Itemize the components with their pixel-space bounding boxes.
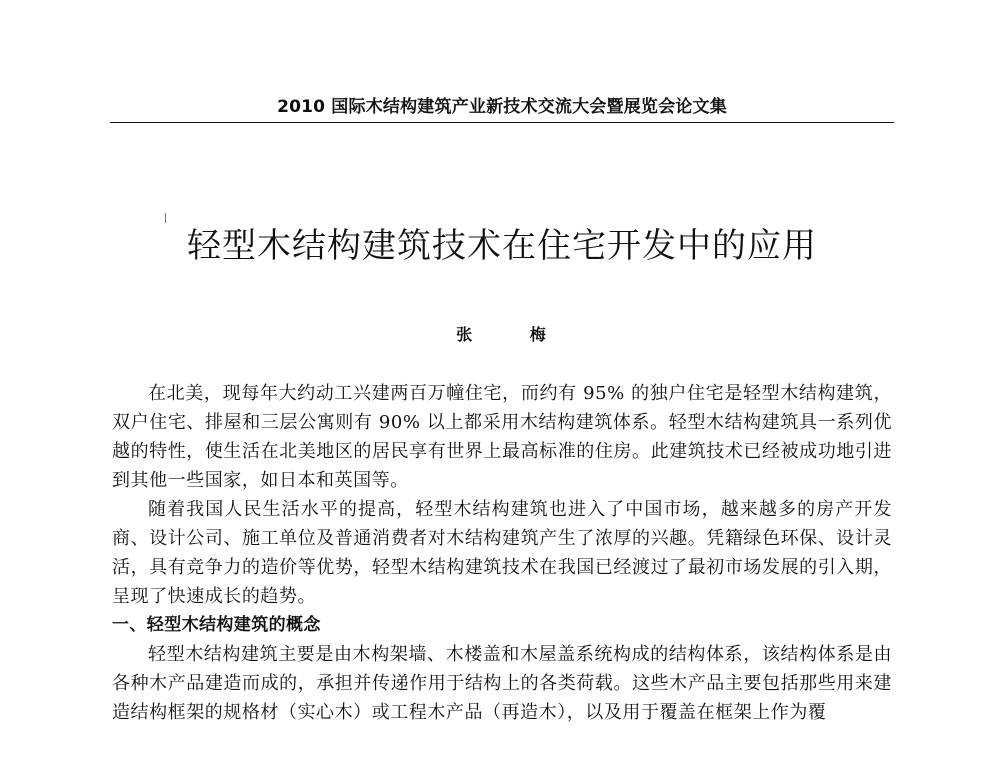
paper-title: 轻型木结构建筑技术在住宅开发中的应用: [187, 225, 817, 266]
section-heading: 一、轻型木结构建筑的概念: [112, 615, 321, 635]
author-name: 张 梅: [456, 325, 562, 344]
paper-body: [112, 379, 892, 727]
paragraph-1: 在北美，现每年大约动工兴建两百万幢住宅，而约有 95% 的独户住宅是轻型木结构建筑，双户住宅、排屋和三层公寓则有 90% 以上都采用木结构建筑体系。轻型木结构建筑具一系列优越的特性，使生活在北美地区的居民享有世界上最高标准的住房。此建筑技术已经被成功地引进到其他一些国家，如日本和英国等。: [112, 383, 892, 491]
paragraph-2: 随着我国人民生活水平的提高，轻型木结构建筑也进入了中国市场，越来越多的房产开发商、设计公司、施工单位及普通消费者对木结构建筑产生了浓厚的兴趣。凭籍绿色环保、设计灵活，具有竞争力的造价等优势，轻型木结构建筑技术在我国已经渡过了最初市场发展的引入期，呈现了快速成长的趋势。: [112, 499, 892, 607]
running-header: 2010 国际木结构建筑产业新技术交流大会暨展览会论文集: [110, 96, 894, 123]
section-paragraph: 轻型木结构建筑主要是由木构架墙、木楼盖和木屋盖系统构成的结构体系，该结构体系是由各种木产品建造而成的，承担并传递作用于结构上的各类荷载。这些木产品主要包括那些用来建造结构框架的规格材（实心木）或工程木产品（再造木），以及用于覆盖在框架上作为覆: [112, 644, 892, 723]
